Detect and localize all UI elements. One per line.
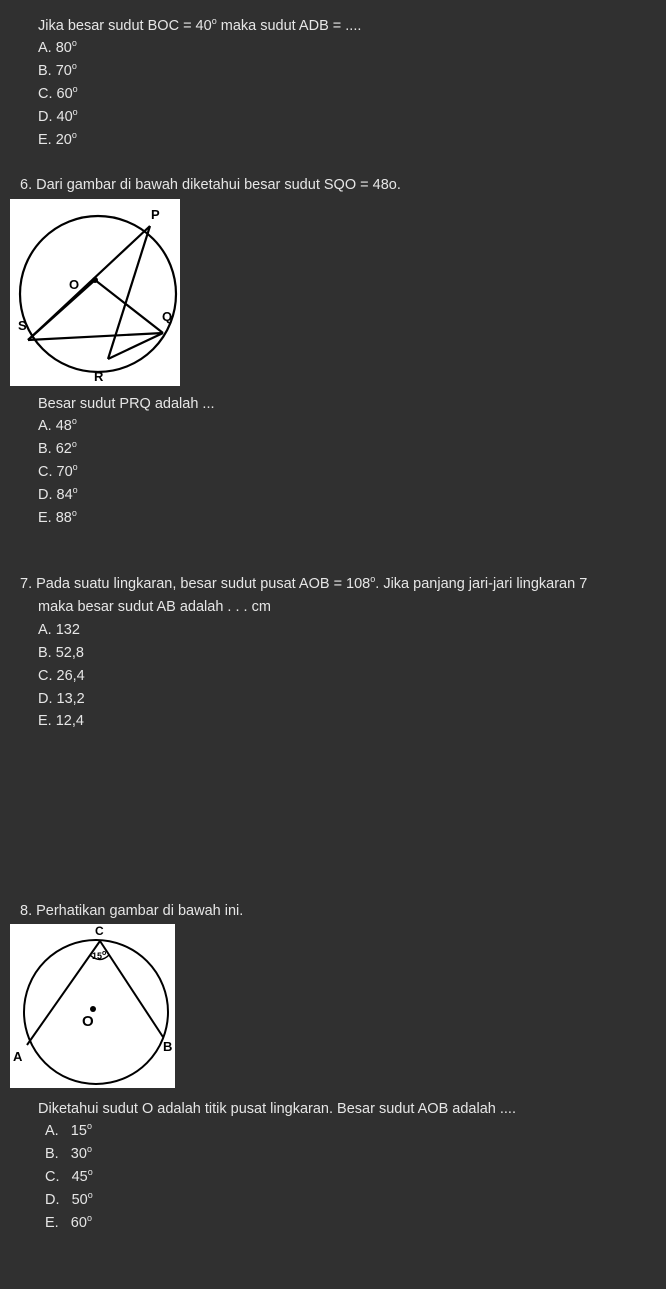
q7-option-e: E. 12,4 — [38, 713, 84, 729]
q6-option-d: D. 84$^o$ — [38, 485, 78, 503]
q5-option-c: C. 60$^o$ — [38, 84, 78, 102]
q5-option-a: A. 80$^o$ — [38, 38, 77, 56]
q6-label-q: Q — [162, 309, 173, 324]
q8-label-o: O — [82, 1013, 94, 1030]
q6-title: 6. Dari gambar di bawah diketahui besar sudut SQO = 48o. — [20, 177, 401, 193]
q6-circle-diagram — [10, 199, 180, 386]
q6-label-p: P — [151, 207, 160, 222]
q5-option-b: B. 70$^o$ — [38, 61, 77, 79]
q8-option-b: B. 30$^o$ — [45, 1144, 92, 1162]
q8-option-e: E. 60$^o$ — [45, 1213, 92, 1231]
q6-figure — [10, 199, 180, 386]
q6-option-b: B. 62$^o$ — [38, 439, 77, 457]
q6-circle — [20, 216, 176, 372]
q5-option-d: D. 40$^o$ — [38, 107, 78, 125]
q6-segment-oq — [95, 280, 163, 333]
q8-label-c: C — [95, 924, 104, 938]
q8-center-dot — [90, 1006, 96, 1012]
q8-question: Diketahui sudut O adalah titik pusat lingkaran. Besar sudut AOB adalah .... — [38, 1101, 516, 1117]
q6-center-dot — [92, 277, 98, 283]
q6-label-o: O — [69, 277, 80, 292]
q8-chord-cb — [100, 941, 163, 1037]
q7-option-b: B. 52,8 — [38, 645, 84, 661]
q6-option-e: E. 88$^o$ — [38, 508, 77, 526]
q7-title: 7. Pada suatu lingkaran, besar sudut pusat AOB = $108^o$. Jika panjang jari-jari lingkaran 7 — [20, 574, 588, 592]
q8-label-b: B — [163, 1039, 173, 1054]
q8-label-angle: 15$^o$ — [92, 950, 107, 961]
q6-label-r: R — [94, 369, 104, 384]
q8-circle-diagram — [10, 924, 175, 1088]
q5-option-e: E. 20$^o$ — [38, 130, 77, 148]
q6-option-c: C. 70$^o$ — [38, 462, 78, 480]
q6-segment-sq — [28, 333, 163, 340]
q5-stem: Jika besar sudut BOC = $40^o$ maka sudut ADB = .... — [38, 16, 362, 34]
q8-option-c: C. 45$^o$ — [45, 1167, 93, 1185]
q8-option-a: A. 15$^o$ — [45, 1121, 92, 1139]
q6-option-a: A. 48$^o$ — [38, 416, 77, 434]
q8-label-a: A — [13, 1049, 23, 1064]
q7-option-c: C. 26,4 — [38, 668, 85, 684]
q7-title-line2: maka besar sudut AB adalah . . . cm — [38, 599, 271, 615]
q7-option-a: A. 132 — [38, 622, 80, 638]
q8-option-d: D. 50$^o$ — [45, 1190, 93, 1208]
q6-label-s: S — [18, 318, 27, 333]
q7-option-d: D. 13,2 — [38, 691, 85, 707]
q8-title: 8. Perhatikan gambar di bawah ini. — [20, 903, 244, 919]
q6-question: Besar sudut PRQ adalah ... — [38, 396, 215, 412]
q8-figure — [10, 924, 175, 1088]
